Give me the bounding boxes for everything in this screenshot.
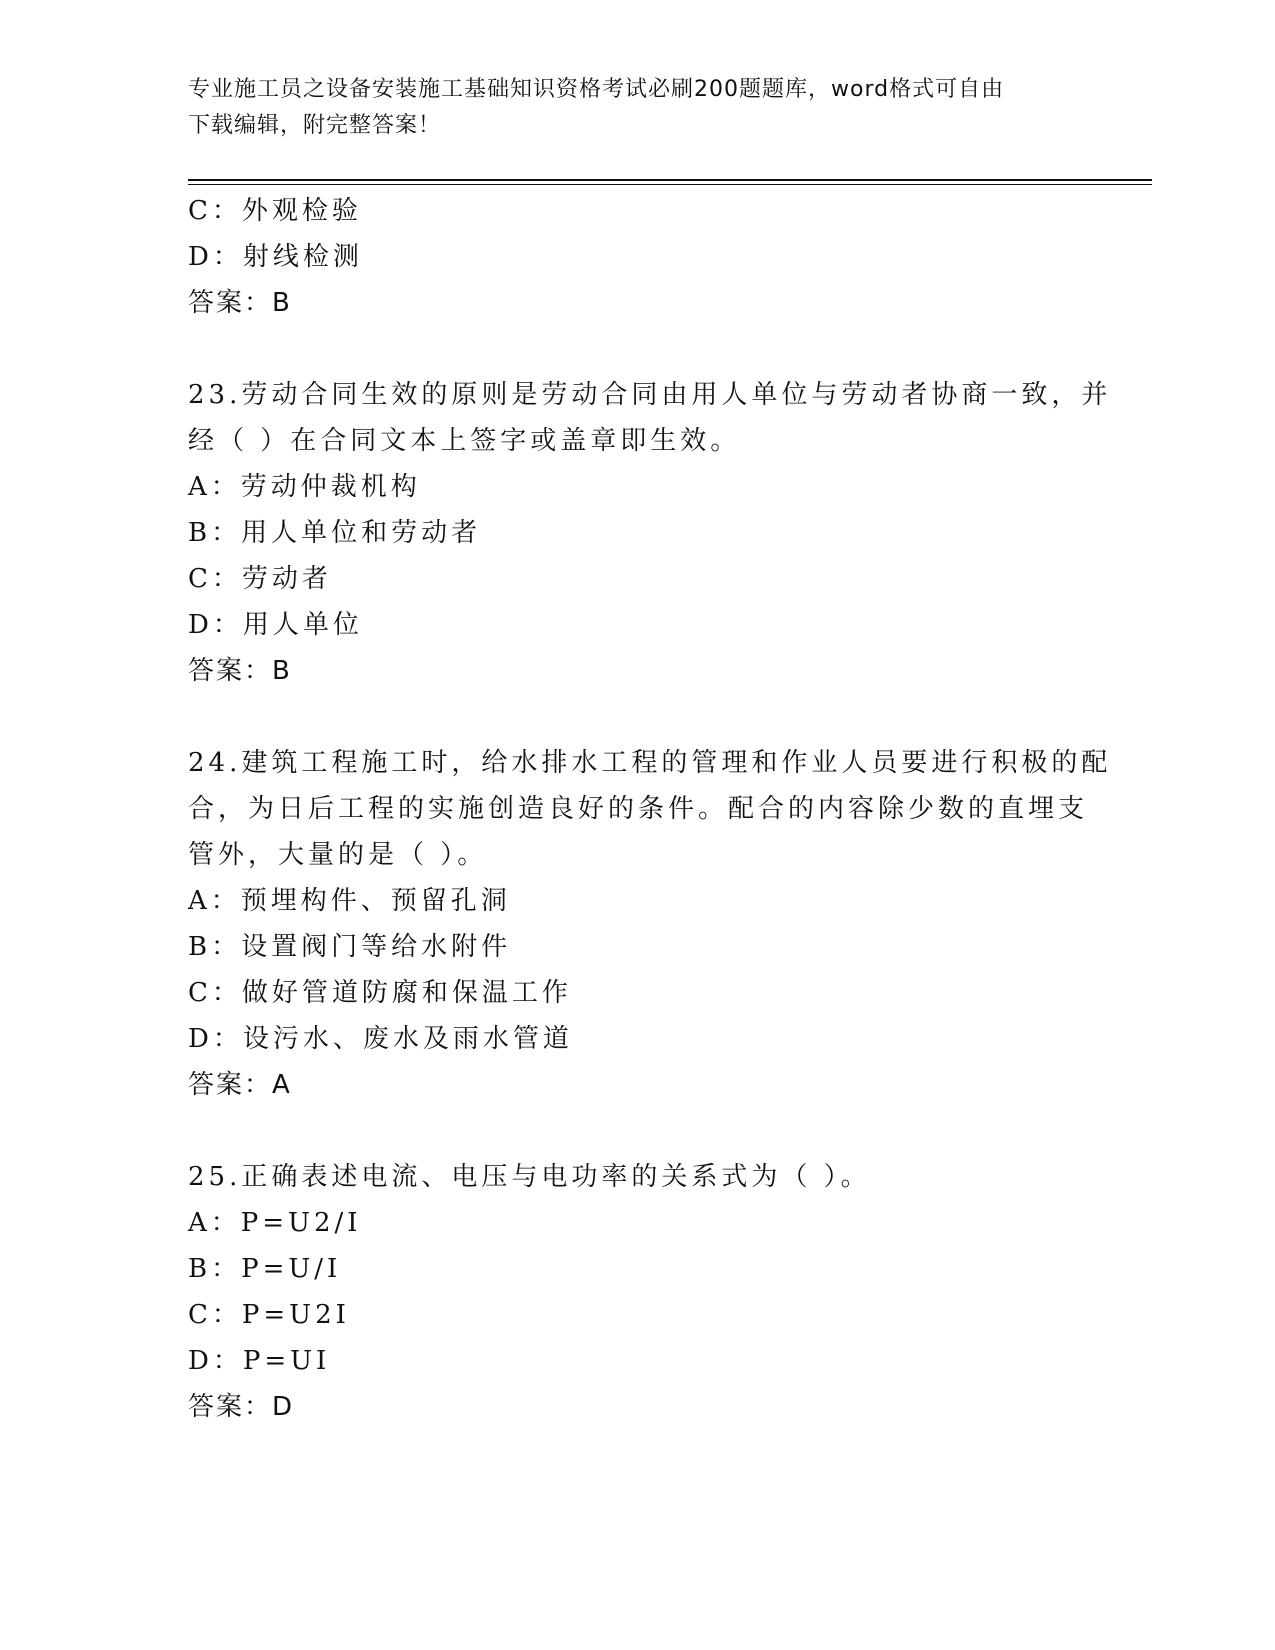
option-c: C：外观检验 [188, 196, 362, 226]
header-rule-thick [188, 179, 1152, 181]
question-content [188, 188, 1112, 1430]
question-24 [188, 740, 1112, 1108]
option-d: D：射线检测 [188, 242, 363, 272]
question-stem-line: 25.正确表述电流、电压与电功率的关系式为（ ）。 [188, 1162, 871, 1192]
question-stem-line: 合，为日后工程的实施创造良好的条件。配合的内容除少数的直埋支 [188, 794, 1089, 824]
answer-line: 答案：B [188, 656, 292, 686]
option-d: D：用人单位 [188, 610, 363, 640]
spacer [188, 1108, 1088, 1154]
answer-line: 答案：A [188, 1070, 292, 1100]
question-stem-line: 管外，大量的是（ ）。 [188, 840, 488, 870]
spacer [188, 694, 1088, 740]
option-b: B：P=U/I [188, 1254, 342, 1284]
header-line-1: 专业施工员之设备安装施工基础知识资格考试必刷200题题库，word格式可自由 [188, 77, 1005, 102]
option-d: D：设污水、废水及雨水管道 [188, 1024, 573, 1054]
question-22-continued [188, 188, 1088, 326]
option-a: A：P=U2/I [188, 1208, 362, 1238]
spacer [188, 326, 1088, 372]
question-stem-line: 经（ ）在合同文本上签字或盖章即生效。 [188, 426, 741, 456]
header-rule-thin [188, 184, 1152, 185]
question-25 [188, 1154, 1088, 1430]
option-a: A：劳动仲裁机构 [188, 472, 421, 502]
option-b: B：用人单位和劳动者 [188, 518, 482, 548]
option-c: C：劳动者 [188, 564, 332, 594]
option-b: B：设置阀门等给水附件 [188, 932, 512, 962]
question-stem-line: 23.劳动合同生效的原则是劳动合同由用人单位与劳动者协商一致，并 [188, 380, 1112, 410]
question-23 [188, 372, 1112, 694]
option-c: C：P=U2I [188, 1300, 350, 1330]
answer-line: 答案：D [188, 1392, 295, 1422]
option-c: C：做好管道防腐和保温工作 [188, 978, 572, 1008]
answer-line: 答案：B [188, 288, 292, 318]
option-d: D：P=UI [188, 1346, 331, 1376]
document-header [188, 72, 1068, 144]
header-line-2: 下载编辑，附完整答案！ [188, 113, 442, 138]
question-stem-line: 24.建筑工程施工时，给水排水工程的管理和作业人员要进行积极的配 [188, 748, 1112, 778]
option-a: A：预埋构件、预留孔洞 [188, 886, 511, 916]
